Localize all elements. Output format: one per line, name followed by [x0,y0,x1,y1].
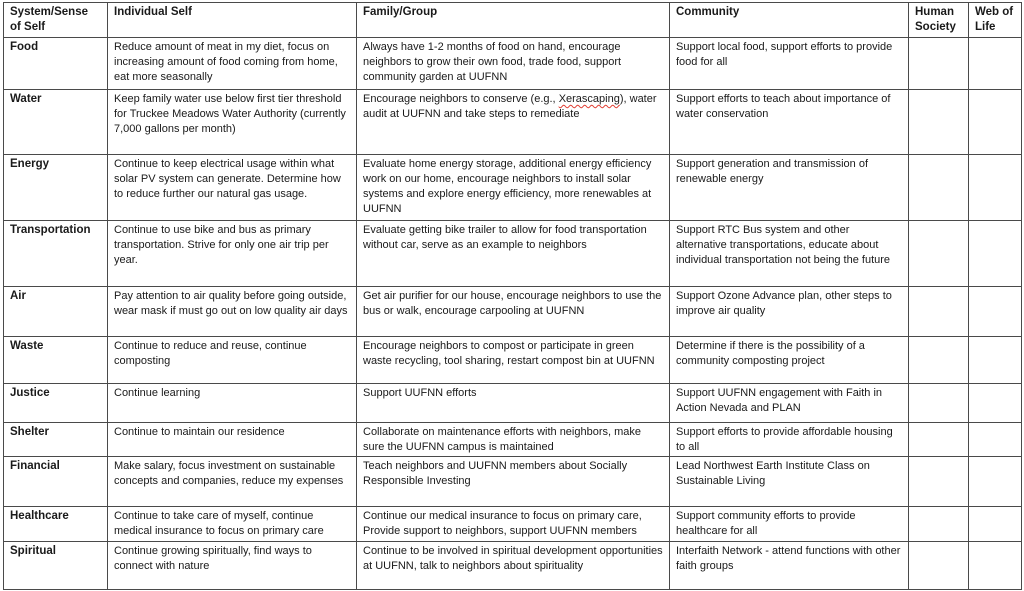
cell-transportation-family-group: Evaluate getting bike trailer to allow for food transportation without car, serve as an example to neighbors [357,221,670,287]
cell-transportation-web-of-life [969,221,1022,287]
cell-shelter-individual-self: Continue to maintain our residence [108,423,357,457]
cell-healthcare-web-of-life [969,507,1022,542]
cell-spiritual-family-group: Continue to be involved in spiritual development opportunities at UUFNN, talk to neighbors about spirituality [357,542,670,590]
row-header-food: Food [4,38,108,90]
cell-energy-human-society [909,155,969,221]
table-row-spiritual [4,542,1022,590]
cell-water-human-society [909,90,969,155]
cell-justice-human-society [909,384,969,423]
cell-spiritual-individual-self: Continue growing spiritually, find ways to connect with nature [108,542,357,590]
cell-healthcare-individual-self: Continue to take care of myself, continue medical insurance to focus on primary care [108,507,357,542]
cell-justice-web-of-life [969,384,1022,423]
cell-healthcare-human-society [909,507,969,542]
column-header-family-group: Family/Group [357,3,670,38]
cell-justice-community: Support UUFNN engagement with Faith in Action Nevada and PLAN [670,384,909,423]
cell-financial-human-society [909,457,969,507]
cell-spiritual-human-society [909,542,969,590]
cell-waste-family-group: Encourage neighbors to compost or participate in green waste recycling, tool sharing, restart compost bin at UUFNN [357,337,670,384]
cell-shelter-community: Support efforts to provide affordable housing to all [670,423,909,457]
cell-financial-family-group: Teach neighbors and UUFNN members about Socially Responsible Investing [357,457,670,507]
cell-food-web-of-life [969,38,1022,90]
cell-justice-individual-self: Continue learning [108,384,357,423]
cell-air-individual-self: Pay attention to air quality before going outside, wear mask if must go out on low quality air days [108,287,357,337]
cell-healthcare-family-group: Continue our medical insurance to focus on primary care, Provide support to neighbors, support UUFNN members [357,507,670,542]
column-header-community: Community [670,3,909,38]
table-row-energy [4,155,1022,221]
cell-transportation-individual-self: Continue to use bike and bus as primary transportation. Strive for only one air trip per year. [108,221,357,287]
column-header-system-sense-of-self: System/Sense of Self [4,3,108,38]
table-row-healthcare [4,507,1022,542]
cell-financial-individual-self: Make salary, focus investment on sustainable concepts and companies, reduce my expenses [108,457,357,507]
table-row-air [4,287,1022,337]
table-row-waste [4,337,1022,384]
column-header-individual-self: Individual Self [108,3,357,38]
row-header-air: Air [4,287,108,337]
sustainability-matrix-table [3,2,1022,590]
cell-waste-human-society [909,337,969,384]
cell-shelter-web-of-life [969,423,1022,457]
row-header-energy: Energy [4,155,108,221]
cell-air-family-group: Get air purifier for our house, encourage neighbors to use the bus or walk, encourage carpooling at UUFNN [357,287,670,337]
cell-food-individual-self: Reduce amount of meat in my diet, focus on increasing amount of food coming from home, eat more seasonally [108,38,357,90]
table-row-justice [4,384,1022,423]
table-row-transportation [4,221,1022,287]
cell-air-community: Support Ozone Advance plan, other steps to improve air quality [670,287,909,337]
cell-energy-web-of-life [969,155,1022,221]
row-header-transportation: Transportation [4,221,108,287]
cell-water-family-group: Encourage neighbors to conserve (e.g., Xerascaping), water audit at UUFNN and take steps to remediate [357,90,670,155]
header-row [4,3,1022,38]
row-header-justice: Justice [4,384,108,423]
row-header-spiritual: Spiritual [4,542,108,590]
cell-justice-family-group: Support UUFNN efforts [357,384,670,423]
cell-healthcare-community: Support community efforts to provide healthcare for all [670,507,909,542]
row-header-financial: Financial [4,457,108,507]
cell-spiritual-web-of-life [969,542,1022,590]
column-header-human-society: Human Society [909,3,969,38]
cell-waste-community: Determine if there is the possibility of a community composting project [670,337,909,384]
cell-food-human-society [909,38,969,90]
cell-shelter-human-society [909,423,969,457]
cell-food-family-group: Always have 1-2 months of food on hand, encourage neighbors to grow their own food, trade food, support community garden at UUFNN [357,38,670,90]
row-header-healthcare: Healthcare [4,507,108,542]
table-row-financial [4,457,1022,507]
cell-water-community: Support efforts to teach about importance of water conservation [670,90,909,155]
cell-air-human-society [909,287,969,337]
table-row-food [4,38,1022,90]
table-row-water [4,90,1022,155]
cell-energy-family-group: Evaluate home energy storage, additional energy efficiency work on our home, encourage neighbors to install solar systems and explore energy efficiency, more renewables at UUFNN [357,155,670,221]
row-header-waste: Waste [4,337,108,384]
cell-transportation-community: Support RTC Bus system and other alternative transportations, educate about individual transportation not being the future [670,221,909,287]
misspelled-word: Xerascaping [558,93,620,105]
cell-transportation-human-society [909,221,969,287]
cell-food-community: Support local food, support efforts to provide food for all [670,38,909,90]
cell-waste-web-of-life [969,337,1022,384]
cell-waste-individual-self: Continue to reduce and reuse, continue composting [108,337,357,384]
row-header-water: Water [4,90,108,155]
column-header-web-of-life: Web of Life [969,3,1022,38]
cell-energy-community: Support generation and transmission of renewable energy [670,155,909,221]
cell-air-web-of-life [969,287,1022,337]
cell-financial-web-of-life [969,457,1022,507]
cell-shelter-family-group: Collaborate on maintenance efforts with neighbors, make sure the UUFNN campus is maintained [357,423,670,457]
row-header-shelter: Shelter [4,423,108,457]
cell-energy-individual-self: Continue to keep electrical usage within what solar PV system can generate. Determine how to reduce further our natural gas usage. [108,155,357,221]
cell-spiritual-community: Interfaith Network - attend functions with other faith groups [670,542,909,590]
cell-water-web-of-life [969,90,1022,155]
table-row-shelter [4,423,1022,457]
cell-water-individual-self: Keep family water use below first tier threshold for Truckee Meadows Water Authority (currently 7,000 gallons per month) [108,90,357,155]
cell-financial-community: Lead Northwest Earth Institute Class on Sustainable Living [670,457,909,507]
